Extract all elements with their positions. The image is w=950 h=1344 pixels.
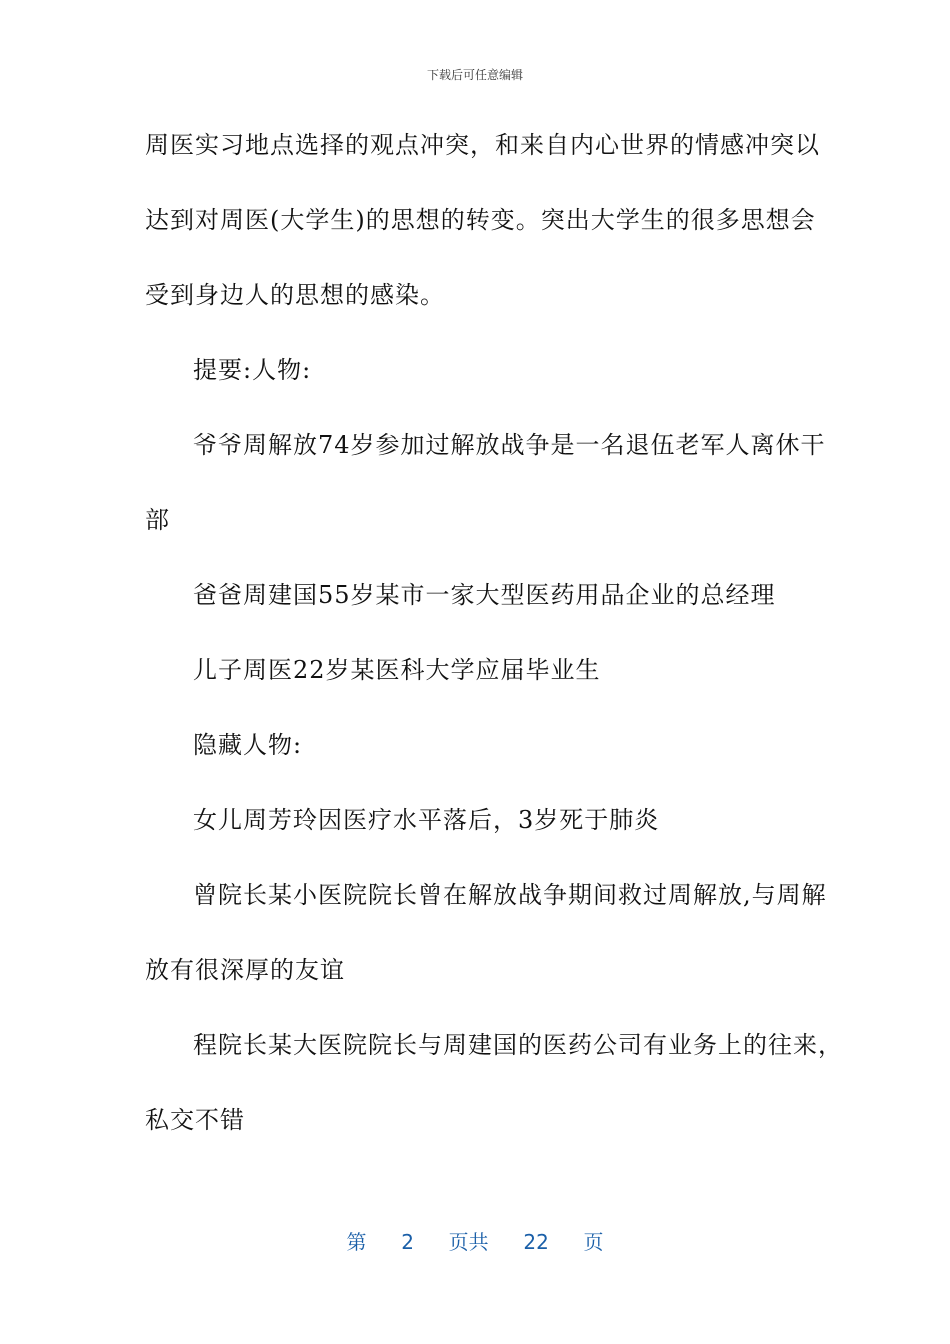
character-father: 爸爸周建国55岁某市一家大型医药用品企业的总经理 xyxy=(193,581,776,609)
body-line-1: 周医实习地点选择的观点冲突，和来自内心世界的情感冲突以 xyxy=(145,131,820,159)
character-dean-cheng-cont: 私交不错 xyxy=(145,1106,245,1134)
page-footer xyxy=(0,1226,950,1255)
footer-prefix: 第 xyxy=(346,1230,367,1254)
section-heading-hidden-characters: 隐藏人物: xyxy=(193,731,303,759)
page-header: 下载后可任意编辑 xyxy=(426,68,523,82)
character-grandfather-cont: 部 xyxy=(145,506,170,534)
character-dean-zeng: 曾院长某小医院院长曾在解放战争期间救过周解放,与周解 xyxy=(193,881,827,909)
character-grandfather: 爷爷周解放74岁参加过解放战争是一名退伍老军人离休干 xyxy=(193,431,826,459)
character-daughter: 女儿周芳玲因医疗水平落后，3岁死于肺炎 xyxy=(193,806,660,834)
character-dean-cheng: 程院长某大医院院长与周建国的医药公司有业务上的往来， xyxy=(193,1031,843,1059)
character-son: 儿子周医22岁某医科大学应届毕业生 xyxy=(193,656,601,684)
footer-suffix: 页 xyxy=(583,1230,604,1254)
footer-middle: 页共 xyxy=(448,1230,489,1254)
body-line-3: 受到身边人的思想的感染。 xyxy=(145,281,445,309)
footer-total-pages: 22 xyxy=(523,1230,549,1254)
body-line-2: 达到对周医(大学生)的思想的转变。突出大学生的很多思想会 xyxy=(145,206,816,234)
footer-page-number: 2 xyxy=(401,1230,414,1254)
section-heading-characters: 提要:人物: xyxy=(193,356,312,384)
character-dean-zeng-cont: 放有很深厚的友谊 xyxy=(145,956,345,984)
